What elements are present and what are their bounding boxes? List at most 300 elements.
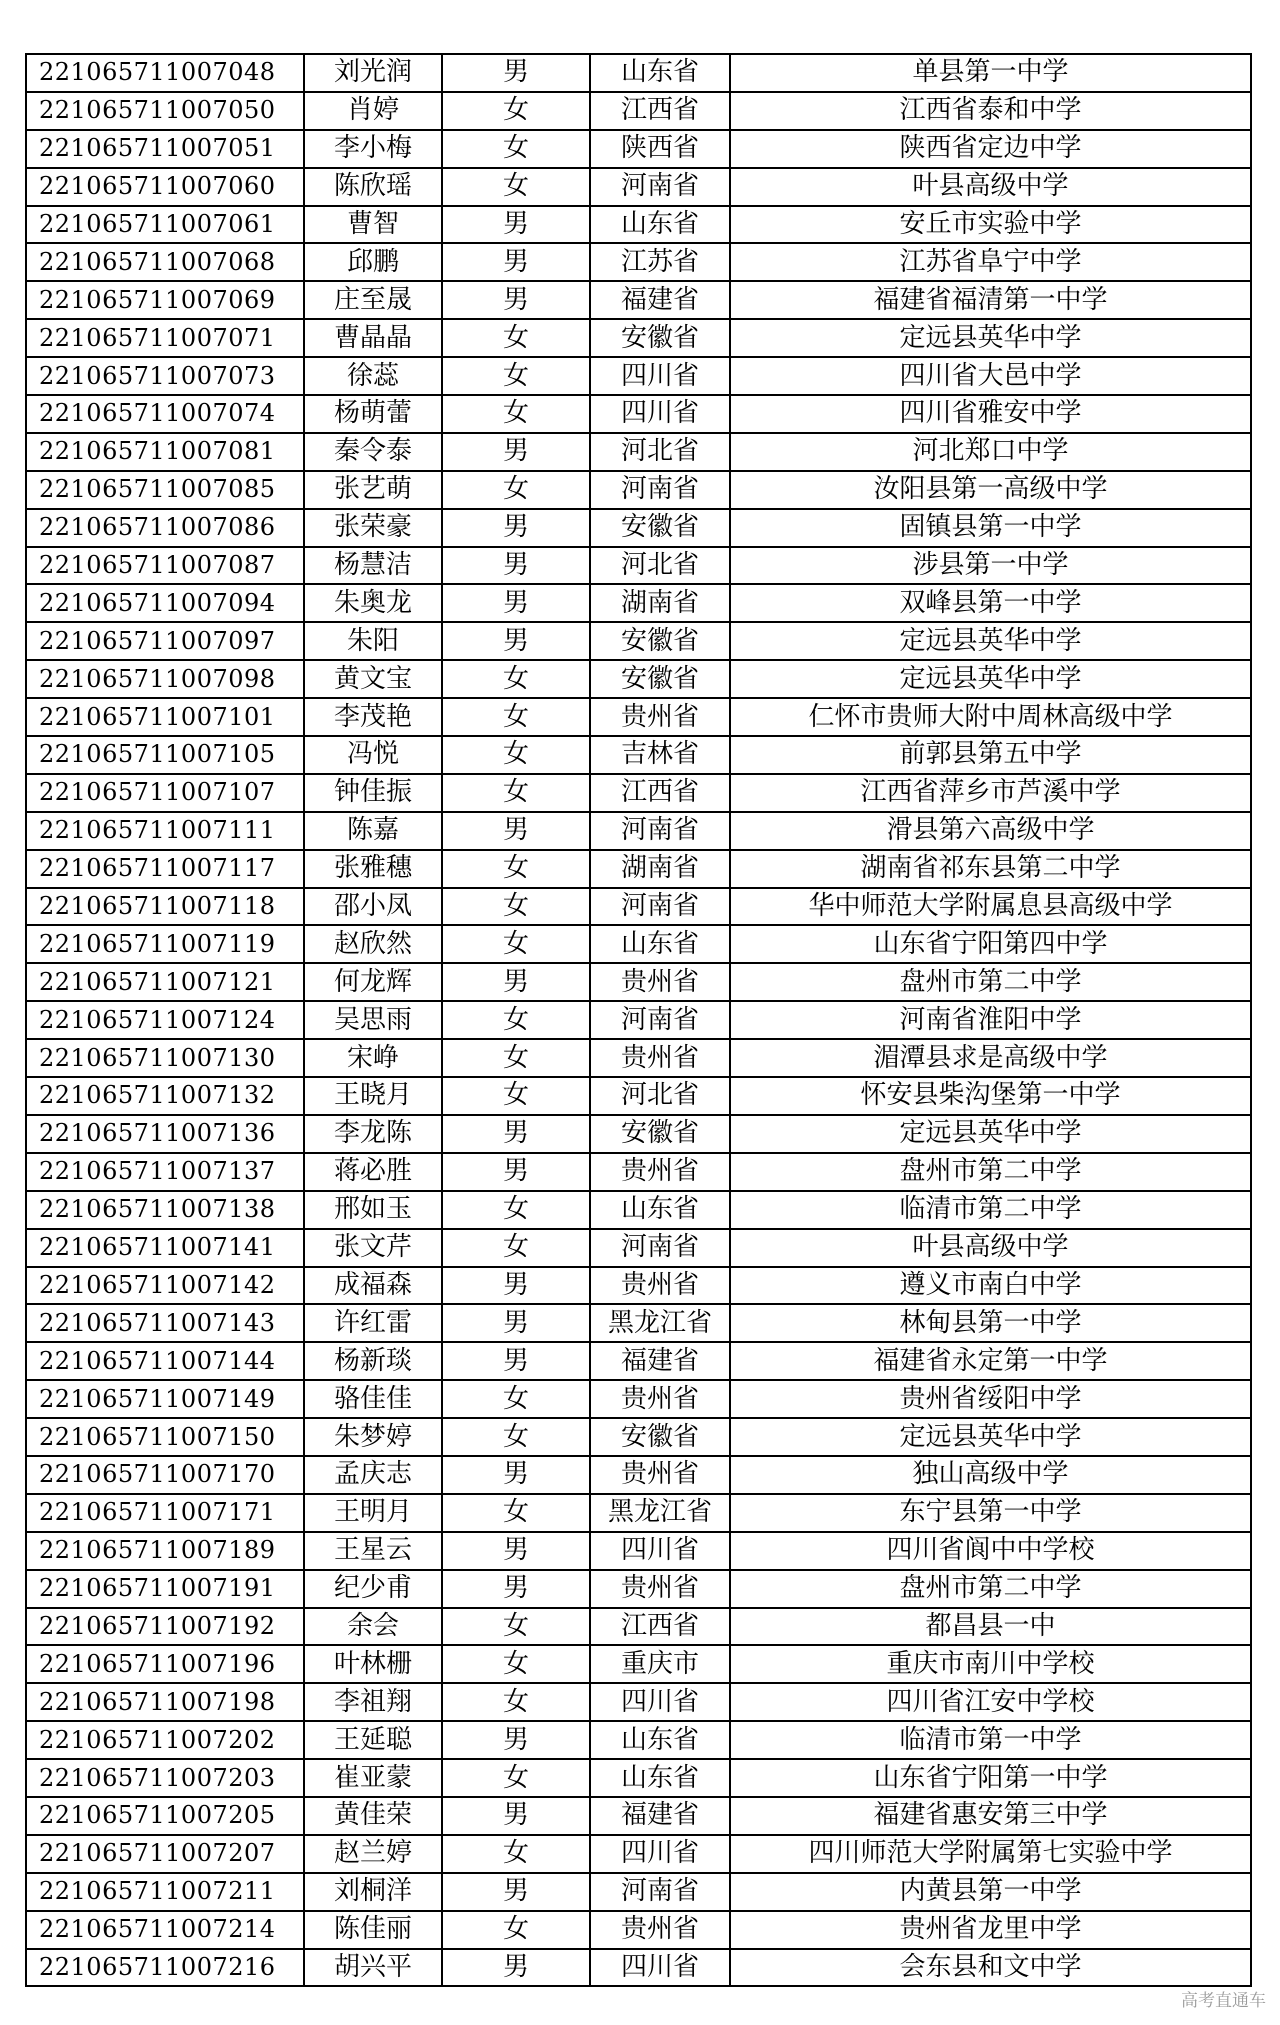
school-cell: 双峰县第一中学 [730,584,1251,622]
school-cell: 林甸县第一中学 [730,1304,1251,1342]
table-row [26,888,1251,926]
gender-cell: 男 [442,1797,590,1835]
province-cell: 贵州省 [590,1456,730,1494]
table-row [26,774,1251,812]
name-cell: 徐蕊 [304,357,442,395]
province-cell: 安徽省 [590,1115,730,1153]
school-cell: 定远县英华中学 [730,622,1251,660]
province-cell: 河南省 [590,1873,730,1911]
watermark-text: 高考直通车 [1181,1991,1266,2011]
table-row [26,963,1251,1001]
student-id-cell: 221065711007198 [26,1683,304,1721]
table-row [26,206,1251,244]
student-id-cell: 221065711007050 [26,92,304,130]
student-id-cell: 221065711007071 [26,319,304,357]
gender-cell: 男 [442,1949,590,1987]
name-cell: 王星云 [304,1532,442,1570]
gender-cell: 女 [442,1001,590,1039]
school-cell: 四川省阆中中学校 [730,1532,1251,1570]
student-id-cell: 221065711007101 [26,698,304,736]
table-row [26,698,1251,736]
province-cell: 贵州省 [590,963,730,1001]
table-row [26,357,1251,395]
table-row [26,130,1251,168]
name-cell: 陈欣瑶 [304,168,442,206]
school-cell: 福建省永定第一中学 [730,1342,1251,1380]
name-cell: 李茂艳 [304,698,442,736]
student-id-cell: 221065711007111 [26,812,304,850]
gender-cell: 女 [442,1077,590,1115]
school-cell: 遵义市南白中学 [730,1267,1251,1305]
gender-cell: 男 [442,1115,590,1153]
school-cell: 临清市第一中学 [730,1721,1251,1759]
province-cell: 吉林省 [590,736,730,774]
province-cell: 四川省 [590,1835,730,1873]
gender-cell: 男 [442,1721,590,1759]
student-id-cell: 221065711007098 [26,660,304,698]
province-cell: 四川省 [590,1683,730,1721]
province-cell: 贵州省 [590,1039,730,1077]
province-cell: 四川省 [590,1949,730,1987]
gender-cell: 男 [442,1153,590,1191]
student-id-cell: 221065711007107 [26,774,304,812]
name-cell: 陈佳丽 [304,1911,442,1949]
student-id-cell: 221065711007060 [26,168,304,206]
name-cell: 邵小凤 [304,888,442,926]
table-row [26,1267,1251,1305]
school-cell: 定远县英华中学 [730,319,1251,357]
province-cell: 河南省 [590,1001,730,1039]
province-cell: 江西省 [590,774,730,812]
student-id-cell: 221065711007203 [26,1759,304,1797]
gender-cell: 女 [442,1380,590,1418]
gender-cell: 女 [442,1683,590,1721]
gender-cell: 男 [442,584,590,622]
gender-cell: 女 [442,1191,590,1229]
name-cell: 吴思雨 [304,1001,442,1039]
gender-cell: 女 [442,888,590,926]
table-row [26,1683,1251,1721]
name-cell: 纪少甫 [304,1570,442,1608]
gender-cell: 女 [442,1759,590,1797]
name-cell: 朱梦婷 [304,1418,442,1456]
province-cell: 河南省 [590,168,730,206]
gender-cell: 男 [442,1532,590,1570]
student-id-cell: 221065711007118 [26,888,304,926]
student-id-cell: 221065711007196 [26,1645,304,1683]
student-id-cell: 221065711007087 [26,547,304,585]
school-cell: 独山高级中学 [730,1456,1251,1494]
student-id-cell: 221065711007144 [26,1342,304,1380]
school-cell: 滑县第六高级中学 [730,812,1251,850]
name-cell: 赵欣然 [304,925,442,963]
province-cell: 贵州省 [590,698,730,736]
gender-cell: 女 [442,357,590,395]
school-cell: 东宁县第一中学 [730,1494,1251,1532]
student-id-cell: 221065711007149 [26,1380,304,1418]
school-cell: 华中师范大学附属息县高级中学 [730,888,1251,926]
gender-cell: 女 [442,1494,590,1532]
table-row [26,1532,1251,1570]
gender-cell: 女 [442,130,590,168]
student-id-cell: 221065711007097 [26,622,304,660]
student-id-cell: 221065711007207 [26,1835,304,1873]
school-cell: 盘州市第二中学 [730,963,1251,1001]
table-row [26,1456,1251,1494]
school-cell: 安丘市实验中学 [730,206,1251,244]
table-row [26,1873,1251,1911]
table-row [26,1304,1251,1342]
school-cell: 定远县英华中学 [730,660,1251,698]
table-row [26,1418,1251,1456]
table-row [26,433,1251,471]
gender-cell: 男 [442,433,590,471]
name-cell: 张文芹 [304,1229,442,1267]
name-cell: 李祖翔 [304,1683,442,1721]
gender-cell: 男 [442,281,590,319]
province-cell: 贵州省 [590,1911,730,1949]
name-cell: 张雅穗 [304,850,442,888]
table-row [26,1721,1251,1759]
province-cell: 河北省 [590,1077,730,1115]
province-cell: 安徽省 [590,622,730,660]
school-cell: 山东省宁阳第一中学 [730,1759,1251,1797]
gender-cell: 女 [442,1645,590,1683]
student-id-cell: 221065711007061 [26,206,304,244]
province-cell: 贵州省 [590,1570,730,1608]
name-cell: 刘光润 [304,54,442,92]
table-row [26,1759,1251,1797]
school-cell: 福建省惠安第三中学 [730,1797,1251,1835]
name-cell: 王延聪 [304,1721,442,1759]
student-id-cell: 221065711007143 [26,1304,304,1342]
student-id-cell: 221065711007138 [26,1191,304,1229]
student-id-cell: 221065711007105 [26,736,304,774]
table-row [26,319,1251,357]
gender-cell: 女 [442,850,590,888]
name-cell: 崔亚蒙 [304,1759,442,1797]
school-cell: 贵州省龙里中学 [730,1911,1251,1949]
name-cell: 秦令泰 [304,433,442,471]
school-cell: 盘州市第二中学 [730,1570,1251,1608]
school-cell: 江西省萍乡市芦溪中学 [730,774,1251,812]
province-cell: 福建省 [590,1797,730,1835]
province-cell: 江西省 [590,92,730,130]
province-cell: 贵州省 [590,1267,730,1305]
table-row [26,925,1251,963]
province-cell: 安徽省 [590,509,730,547]
student-id-cell: 221065711007136 [26,1115,304,1153]
table-row [26,395,1251,433]
province-cell: 江苏省 [590,243,730,281]
school-cell: 四川省江安中学校 [730,1683,1251,1721]
province-cell: 湖南省 [590,584,730,622]
name-cell: 冯悦 [304,736,442,774]
table-row [26,850,1251,888]
table-row [26,1191,1251,1229]
name-cell: 胡兴平 [304,1949,442,1987]
school-cell: 定远县英华中学 [730,1418,1251,1456]
table-row [26,584,1251,622]
table-row [26,1645,1251,1683]
gender-cell: 女 [442,1911,590,1949]
province-cell: 山东省 [590,1721,730,1759]
province-cell: 山东省 [590,54,730,92]
table-row [26,281,1251,319]
student-id-cell: 221065711007069 [26,281,304,319]
table-row [26,1153,1251,1191]
name-cell: 王明月 [304,1494,442,1532]
table-row [26,92,1251,130]
name-cell: 杨慧洁 [304,547,442,585]
student-id-cell: 221065711007170 [26,1456,304,1494]
province-cell: 河南省 [590,888,730,926]
student-id-cell: 221065711007150 [26,1418,304,1456]
gender-cell: 女 [442,925,590,963]
gender-cell: 女 [442,774,590,812]
gender-cell: 女 [442,395,590,433]
student-id-cell: 221065711007068 [26,243,304,281]
table-row [26,1077,1251,1115]
table-row [26,54,1251,92]
gender-cell: 男 [442,509,590,547]
province-cell: 江西省 [590,1608,730,1646]
student-id-cell: 221065711007051 [26,130,304,168]
province-cell: 河北省 [590,433,730,471]
student-id-cell: 221065711007192 [26,1608,304,1646]
gender-cell: 男 [442,1342,590,1380]
name-cell: 黄文宝 [304,660,442,698]
gender-cell: 男 [442,1267,590,1305]
province-cell: 陕西省 [590,130,730,168]
school-cell: 怀安县柴沟堡第一中学 [730,1077,1251,1115]
student-id-cell: 221065711007074 [26,395,304,433]
name-cell: 蒋必胜 [304,1153,442,1191]
gender-cell: 女 [442,736,590,774]
name-cell: 朱阳 [304,622,442,660]
table-row [26,812,1251,850]
gender-cell: 女 [442,1039,590,1077]
school-cell: 四川省大邑中学 [730,357,1251,395]
province-cell: 四川省 [590,357,730,395]
school-cell: 河北郑口中学 [730,433,1251,471]
school-cell: 内黄县第一中学 [730,1873,1251,1911]
province-cell: 黑龙江省 [590,1494,730,1532]
province-cell: 安徽省 [590,660,730,698]
school-cell: 河南省淮阳中学 [730,1001,1251,1039]
student-id-cell: 221065711007094 [26,584,304,622]
gender-cell: 女 [442,471,590,509]
gender-cell: 女 [442,660,590,698]
name-cell: 杨新琰 [304,1342,442,1380]
table-row [26,736,1251,774]
student-id-cell: 221065711007202 [26,1721,304,1759]
school-cell: 湖南省祁东县第二中学 [730,850,1251,888]
student-id-cell: 221065711007073 [26,357,304,395]
table-row [26,1494,1251,1532]
table-row [26,1949,1251,1987]
name-cell: 钟佳振 [304,774,442,812]
school-cell: 临清市第二中学 [730,1191,1251,1229]
student-id-cell: 221065711007216 [26,1949,304,1987]
name-cell: 肖婷 [304,92,442,130]
gender-cell: 男 [442,622,590,660]
school-cell: 固镇县第一中学 [730,509,1251,547]
gender-cell: 女 [442,168,590,206]
gender-cell: 女 [442,1608,590,1646]
gender-cell: 男 [442,1570,590,1608]
gender-cell: 男 [442,54,590,92]
name-cell: 朱奥龙 [304,584,442,622]
table-row [26,509,1251,547]
name-cell: 许红雷 [304,1304,442,1342]
name-cell: 李龙陈 [304,1115,442,1153]
province-cell: 安徽省 [590,319,730,357]
school-cell: 定远县英华中学 [730,1115,1251,1153]
student-id-cell: 221065711007081 [26,433,304,471]
student-id-cell: 221065711007132 [26,1077,304,1115]
province-cell: 四川省 [590,395,730,433]
student-id-cell: 221065711007119 [26,925,304,963]
name-cell: 黄佳荣 [304,1797,442,1835]
province-cell: 河北省 [590,547,730,585]
student-id-cell: 221065711007171 [26,1494,304,1532]
school-cell: 贵州省绥阳中学 [730,1380,1251,1418]
name-cell: 孟庆志 [304,1456,442,1494]
table-row [26,1342,1251,1380]
table-row [26,1570,1251,1608]
school-cell: 汝阳县第一高级中学 [730,471,1251,509]
name-cell: 张艺萌 [304,471,442,509]
name-cell: 成福森 [304,1267,442,1305]
table-row [26,471,1251,509]
student-id-cell: 221065711007137 [26,1153,304,1191]
name-cell: 王晓月 [304,1077,442,1115]
student-id-cell: 221065711007086 [26,509,304,547]
gender-cell: 男 [442,1873,590,1911]
province-cell: 福建省 [590,281,730,319]
gender-cell: 男 [442,1456,590,1494]
province-cell: 福建省 [590,1342,730,1380]
student-id-cell: 221065711007141 [26,1229,304,1267]
province-cell: 黑龙江省 [590,1304,730,1342]
school-cell: 江苏省阜宁中学 [730,243,1251,281]
student-id-cell: 221065711007048 [26,54,304,92]
province-cell: 山东省 [590,206,730,244]
name-cell: 庄至晟 [304,281,442,319]
school-cell: 盘州市第二中学 [730,1153,1251,1191]
province-cell: 河南省 [590,471,730,509]
student-id-cell: 221065711007124 [26,1001,304,1039]
table-row [26,1039,1251,1077]
name-cell: 何龙辉 [304,963,442,1001]
name-cell: 余会 [304,1608,442,1646]
roster-table [25,53,1252,1987]
gender-cell: 男 [442,547,590,585]
province-cell: 山东省 [590,1759,730,1797]
name-cell: 宋峥 [304,1039,442,1077]
gender-cell: 女 [442,92,590,130]
student-id-cell: 221065711007189 [26,1532,304,1570]
province-cell: 山东省 [590,1191,730,1229]
school-cell: 重庆市南川中学校 [730,1645,1251,1683]
student-id-cell: 221065711007214 [26,1911,304,1949]
table-row [26,1001,1251,1039]
gender-cell: 男 [442,206,590,244]
name-cell: 叶林栅 [304,1645,442,1683]
table-row [26,243,1251,281]
province-cell: 湖南省 [590,850,730,888]
student-id-cell: 221065711007191 [26,1570,304,1608]
gender-cell: 女 [442,698,590,736]
gender-cell: 男 [442,812,590,850]
roster-table-body [26,54,1251,1986]
table-row [26,622,1251,660]
table-row [26,1835,1251,1873]
name-cell: 邢如玉 [304,1191,442,1229]
gender-cell: 女 [442,319,590,357]
school-cell: 四川师范大学附属第七实验中学 [730,1835,1251,1873]
table-row [26,1229,1251,1267]
gender-cell: 女 [442,1835,590,1873]
table-row [26,1380,1251,1418]
school-cell: 叶县高级中学 [730,1229,1251,1267]
school-cell: 仁怀市贵师大附中周林高级中学 [730,698,1251,736]
province-cell: 安徽省 [590,1418,730,1456]
school-cell: 叶县高级中学 [730,168,1251,206]
school-cell: 山东省宁阳第四中学 [730,925,1251,963]
name-cell: 曹智 [304,206,442,244]
name-cell: 曹晶晶 [304,319,442,357]
province-cell: 河南省 [590,812,730,850]
table-row [26,1115,1251,1153]
student-id-cell: 221065711007130 [26,1039,304,1077]
table-row [26,660,1251,698]
province-cell: 重庆市 [590,1645,730,1683]
school-cell: 前郭县第五中学 [730,736,1251,774]
school-cell: 会东县和文中学 [730,1949,1251,1987]
school-cell: 涉县第一中学 [730,547,1251,585]
province-cell: 山东省 [590,925,730,963]
province-cell: 贵州省 [590,1153,730,1191]
student-id-cell: 221065711007142 [26,1267,304,1305]
student-id-cell: 221065711007205 [26,1797,304,1835]
name-cell: 赵兰婷 [304,1835,442,1873]
name-cell: 骆佳佳 [304,1380,442,1418]
table-row [26,547,1251,585]
student-id-cell: 221065711007211 [26,1873,304,1911]
name-cell: 邱鹏 [304,243,442,281]
school-cell: 福建省福清第一中学 [730,281,1251,319]
gender-cell: 男 [442,1304,590,1342]
province-cell: 河南省 [590,1229,730,1267]
gender-cell: 男 [442,963,590,1001]
school-cell: 江西省泰和中学 [730,92,1251,130]
table-row [26,1608,1251,1646]
name-cell: 刘桐洋 [304,1873,442,1911]
name-cell: 李小梅 [304,130,442,168]
province-cell: 四川省 [590,1532,730,1570]
school-cell: 单县第一中学 [730,54,1251,92]
school-cell: 湄潭县求是高级中学 [730,1039,1251,1077]
gender-cell: 女 [442,1418,590,1456]
school-cell: 都昌县一中 [730,1608,1251,1646]
name-cell: 陈嘉 [304,812,442,850]
province-cell: 贵州省 [590,1380,730,1418]
table-row [26,1797,1251,1835]
gender-cell: 女 [442,1229,590,1267]
gender-cell: 男 [442,243,590,281]
